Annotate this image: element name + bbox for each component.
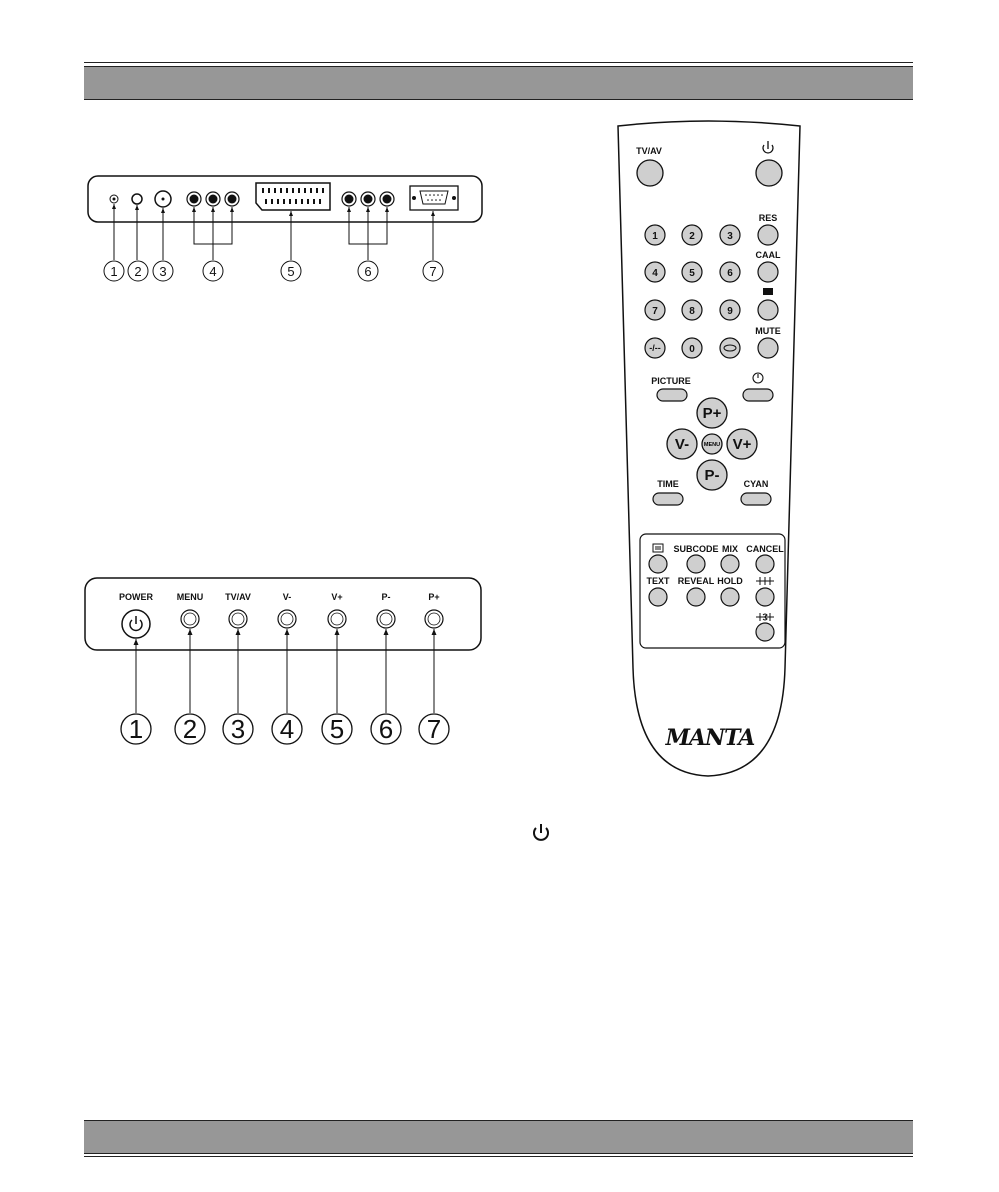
rear-callout-6: 6 <box>364 264 372 279</box>
tv-icon <box>763 288 773 295</box>
header-bar <box>84 66 913 100</box>
nav-right-label: V+ <box>732 436 752 453</box>
remote-power-button[interactable] <box>756 160 782 186</box>
teletext-mix-label: MIX <box>721 544 739 554</box>
digit-4-label: 4 <box>652 268 658 279</box>
remote-tvav-label: TV/AV <box>636 146 662 156</box>
rca-group-4 <box>187 192 239 206</box>
digit-dash-label: -/-- <box>649 343 661 353</box>
digit-2-label: 2 <box>689 231 695 242</box>
remote-res-button[interactable] <box>758 225 778 245</box>
subcode-button[interactable] <box>687 555 705 573</box>
rca-group-6 <box>342 192 394 206</box>
front-label-vplus: V+ <box>331 592 343 602</box>
digit-6-label: 6 <box>727 268 733 279</box>
text-button[interactable] <box>649 588 667 606</box>
rear-callout-1: 1 <box>110 264 118 279</box>
front-panel-diagram <box>80 570 490 750</box>
digit-5-label: 5 <box>689 268 695 279</box>
nav-center-label: MENU <box>703 442 721 448</box>
digit-8-label: 8 <box>689 306 695 317</box>
ir-sensor-icon <box>132 194 142 204</box>
teletext-reveal-label: REVEAL <box>677 576 715 586</box>
remote-mute-label: MUTE <box>755 326 781 336</box>
rear-callout-3: 3 <box>159 264 167 279</box>
front-label-pminus: P- <box>381 592 391 602</box>
front-callout-4: 4 <box>279 714 295 744</box>
digit-1-label: 1 <box>652 231 658 242</box>
teletext-cancel-label: CANCEL <box>746 544 784 554</box>
remote-timer-button[interactable] <box>743 389 773 401</box>
hold-button[interactable] <box>721 588 739 606</box>
remote-tvav-button[interactable] <box>637 160 663 186</box>
remote-caal-label: CAAL <box>755 250 781 260</box>
vga-connector-icon <box>410 186 458 210</box>
remote-cyan-button[interactable] <box>741 493 771 505</box>
rear-callout-2: 2 <box>134 264 142 279</box>
front-callout-2: 2 <box>182 714 198 744</box>
front-power-button[interactable] <box>122 610 150 638</box>
teletext-text-label: TEXT <box>646 576 670 586</box>
rear-callout-5: 5 <box>287 264 295 279</box>
remote-time-label: TIME <box>657 479 679 489</box>
rear-callout-4: 4 <box>209 264 217 279</box>
remote-control-diagram <box>610 118 810 783</box>
digit-0-label: 0 <box>689 344 695 355</box>
remote-time-button[interactable] <box>653 493 683 505</box>
reveal-button[interactable] <box>687 588 705 606</box>
front-callout-6: 6 <box>378 714 394 744</box>
cancel-button[interactable] <box>756 555 774 573</box>
remote-caal-button[interactable] <box>758 262 778 282</box>
remote-res-label: RES <box>758 213 778 223</box>
remote-mute-button[interactable] <box>758 338 778 358</box>
nav-down-label: P- <box>704 467 720 484</box>
scart-connector-icon <box>256 183 330 210</box>
front-callout-1: 1 <box>128 714 144 744</box>
front-label-menu: MENU <box>176 592 204 602</box>
remote-picture-button[interactable] <box>657 389 687 401</box>
top-rule <box>84 62 913 63</box>
remote-picture-label: PICTURE <box>651 376 691 386</box>
teletext-button[interactable] <box>649 555 667 573</box>
front-callout-3: 3 <box>230 714 246 744</box>
digit-7-label: 7 <box>652 306 658 317</box>
remote-cyan-label: CYAN <box>743 479 769 489</box>
page-button[interactable] <box>756 588 774 606</box>
front-label-pplus: P+ <box>428 592 440 602</box>
nav-left-label: V- <box>674 436 690 453</box>
rear-callout-7: 7 <box>429 264 437 279</box>
size-button[interactable] <box>756 623 774 641</box>
front-label-power: POWER <box>118 592 154 602</box>
nav-up-label: P+ <box>702 405 722 422</box>
front-callout-5: 5 <box>329 714 345 744</box>
front-callout-7: 7 <box>426 714 442 744</box>
teletext-subcode-label: SUBCODE <box>673 544 719 554</box>
front-label-vminus: V- <box>282 592 292 602</box>
brand-logo: MANTA <box>665 725 755 751</box>
front-label-tvav: TV/AV <box>225 592 251 602</box>
digit-3-label: 3 <box>727 231 733 242</box>
rear-panel-diagram <box>80 170 490 295</box>
footer-bar <box>84 1120 913 1154</box>
remote-swap-button[interactable] <box>720 338 740 358</box>
teletext-hold-label: HOLD <box>717 576 743 586</box>
power-icon <box>530 822 552 844</box>
digit-9-label: 9 <box>727 306 733 317</box>
remote-tv-button[interactable] <box>758 300 778 320</box>
bottom-rule <box>84 1156 913 1157</box>
mix-button[interactable] <box>721 555 739 573</box>
